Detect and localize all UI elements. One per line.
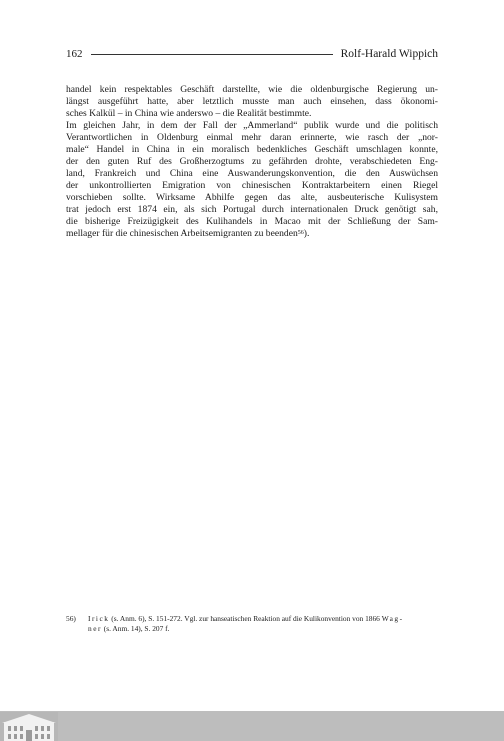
footnote-author-2-cont: ner: [88, 623, 102, 633]
body-line: handel kein respektables Geschäft darstellte, wie die oldenburgische Regierung un-: [66, 84, 438, 95]
footnote-ref[interactable]: 56: [297, 230, 304, 236]
page-number: 162: [66, 48, 83, 60]
footnote-line-text: (s. Anm. 14), S. 207 f.: [101, 623, 170, 633]
body-text: [66, 84, 438, 240]
body-line-last: [66, 228, 438, 240]
body-line-text: mellager für die chinesischen Arbeitsemigranten zu beenden: [66, 228, 298, 239]
library-building-icon: [0, 712, 58, 741]
body-line: der den guten Ruf des Großherzogtums zu gefährden drohte, verabschiedeten Eng-: [66, 156, 438, 167]
running-author: Rolf-Harald Wippich: [340, 48, 438, 60]
body-line-tail: ).: [303, 228, 310, 239]
body-line: die bisherige Freizügigkeit des Kulihandels in Macao mit der Schließung der Sam-: [66, 216, 438, 227]
header-rule: [91, 54, 333, 55]
body-line: vorschieben sollte. Wirksame Abhilfe gegen das alte, ausbeuterische Kulisystem: [66, 192, 438, 203]
body-line: land, Frankreich und China eine Auswanderungskonvention, die den Auswüchsen: [66, 168, 438, 179]
footnote-text: [88, 614, 440, 633]
footnote-number: 56): [66, 614, 76, 623]
footnote-line-text: (s. Anm. 6), S. 151-272. Vgl. zur hanseatischen Reaktion auf die Kulikonvention von 1866: [109, 614, 382, 623]
running-header: [66, 46, 438, 62]
body-line: längst ausgeführt hatte, aber letztlich musste man auch einsehen, dass ökonomi-: [66, 96, 438, 107]
body-line: Im gleichen Jahr, in dem der Fall der „Ammerland“ publik wurde und die politisch: [66, 120, 438, 131]
body-line: sches Kalkül – in China wie anderswo – die Realität bestimmte.: [66, 108, 312, 119]
footnote-line: [88, 624, 440, 634]
body-line: der unkontrollierten Emigration von chinesischen Kontraktarbeitern einen Riegel: [66, 180, 438, 191]
body-line: male“ Handel in China in ein moralisch bedenkliches Geschäft umschlagen konnte,: [66, 144, 438, 155]
body-line: trat jedoch erst 1874 ein, als sich Portugal durch internationalen Druck genötigt sah,: [66, 204, 438, 215]
footnote-author-2: Wag-: [381, 614, 404, 623]
body-line: Verantwortlichen in Oldenburg einmal mehr daran erinnerte, wie rasch der „nor-: [66, 132, 438, 143]
footnote-author: Irick: [88, 614, 110, 623]
footnote-line: [88, 614, 440, 624]
viewer-bottom-bar: [0, 711, 504, 741]
